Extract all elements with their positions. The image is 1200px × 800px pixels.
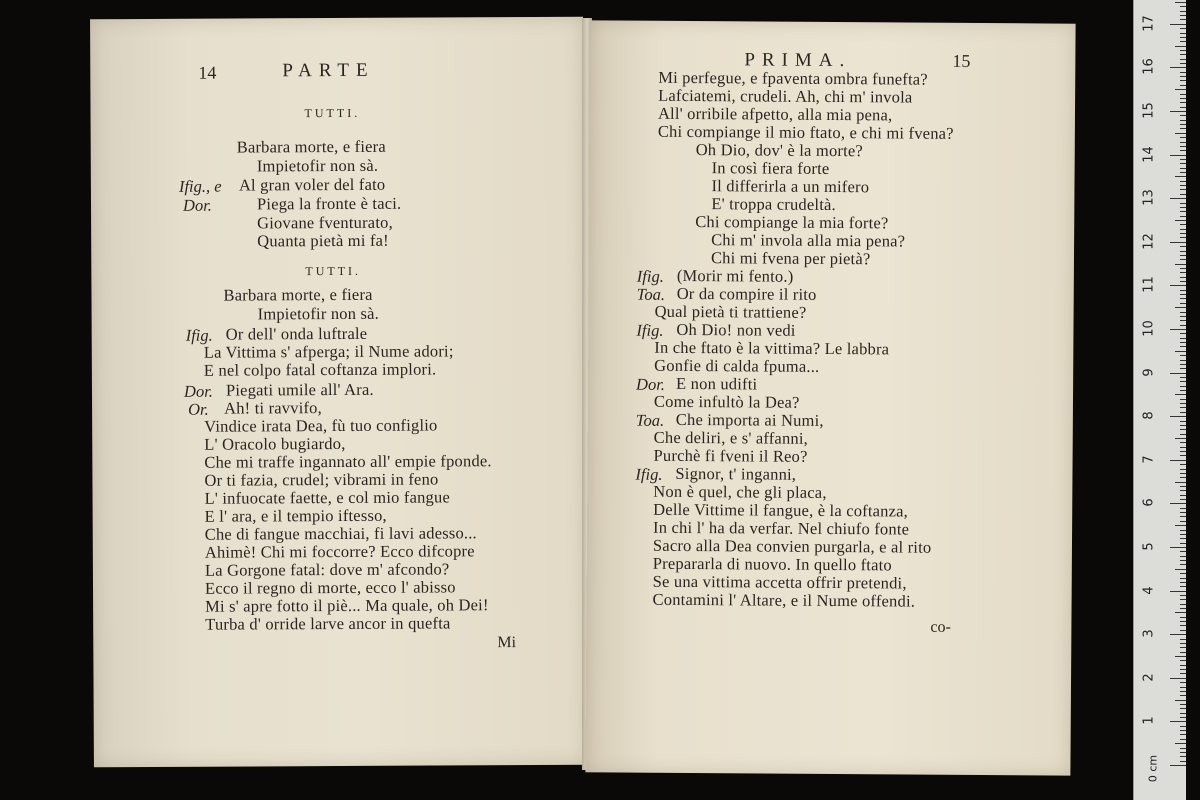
ruler-tick — [1180, 107, 1186, 108]
ruler-number: 9 — [1141, 367, 1157, 377]
ruler-tick — [1180, 120, 1186, 121]
ruler-tick — [1180, 734, 1186, 735]
speaker-label: Toa. — [636, 284, 666, 304]
ruler-tick — [1180, 50, 1186, 51]
ruler-tick — [1170, 503, 1186, 504]
ruler-tick — [1180, 172, 1186, 173]
ruler-tick — [1180, 687, 1186, 688]
verse-line: Or dell' onda luftrale — [225, 323, 368, 344]
verse-line: E nel colpo fatal coftanza implori. — [203, 359, 437, 380]
verse-line: Il differirla a un mifero — [711, 176, 870, 197]
verse-line: Oh Dio, dov' è la morte? — [695, 140, 864, 161]
verse-line: Chi mi fvena per pietà? — [710, 248, 871, 269]
speaker-label: Toa. — [635, 410, 665, 430]
ruler-tick — [1170, 460, 1186, 461]
ruler-tick — [1180, 207, 1186, 208]
verse-line: L' infuocate faette, e col mio fangue — [204, 487, 450, 508]
ruler-tick — [1175, 351, 1186, 352]
ruler-tick — [1180, 407, 1186, 408]
ruler-tick — [1180, 76, 1186, 77]
verse-line: Che di fangue macchiai, fi lavi adesso... — [204, 523, 477, 544]
ruler-tick — [1180, 429, 1186, 430]
ruler-number: 15 — [1141, 102, 1157, 119]
ruler-tick — [1180, 495, 1186, 496]
verse-line: E' troppa crudeltà. — [711, 194, 836, 215]
verse-line: Piega la fronte è taci. — [256, 193, 402, 214]
ruler-tick — [1180, 421, 1186, 422]
ruler-tick — [1180, 578, 1186, 579]
catchword-right: co- — [930, 618, 951, 636]
speaker-label: Ifig. — [635, 464, 663, 484]
ruler-tick — [1180, 560, 1186, 561]
verse-line: Non è quel, che gli placa, — [653, 481, 827, 502]
ruler-tick — [1180, 434, 1186, 435]
ruler-tick — [1180, 277, 1186, 278]
ruler-tick — [1180, 630, 1186, 631]
ruler-tick — [1180, 59, 1186, 60]
ruler-tick — [1175, 2, 1186, 3]
ruler-tick — [1180, 189, 1186, 190]
ruler-tick — [1180, 98, 1186, 99]
ruler-tick — [1170, 242, 1186, 243]
ruler-tick — [1180, 320, 1186, 321]
ruler-tick — [1180, 586, 1186, 587]
ruler-tick — [1180, 233, 1186, 234]
verse-line: Mi s' apre fotto il piè... Ma quale, oh Dei! — [205, 595, 489, 616]
ruler-tick — [1180, 682, 1186, 683]
ruler-tick — [1180, 37, 1186, 38]
ruler-number: 16 — [1141, 58, 1157, 76]
ruler-tick — [1175, 656, 1186, 657]
verse-line: E non udifti — [676, 373, 758, 394]
ruler-tick — [1180, 19, 1186, 20]
verse-line: Come infultò la Dea? — [653, 391, 800, 412]
ruler-tick — [1180, 325, 1186, 326]
ruler-number: 7 — [1141, 455, 1157, 464]
ruler-tick — [1180, 604, 1186, 605]
speaker-label: Ifig. — [185, 325, 213, 345]
ruler-number: 11 — [1141, 276, 1157, 294]
ruler-number: 8 — [1141, 411, 1157, 420]
ruler-tick — [1180, 621, 1186, 622]
ruler-tick — [1180, 224, 1186, 225]
verse-line: Purchè fi fveni il Reo? — [653, 445, 808, 466]
verse-line: Al gran voler del fato — [238, 174, 386, 195]
ruler-tick — [1180, 390, 1186, 391]
page-number-right: 15 — [952, 50, 971, 71]
ruler-tick — [1180, 425, 1186, 426]
verse-line: Mi perfegue, e fpaventa ombra funefta? — [658, 67, 928, 89]
ruler-tick — [1180, 442, 1186, 443]
ruler-tick — [1170, 547, 1186, 548]
ruler-tick — [1180, 551, 1186, 552]
speaker-label: Ifig., e — [178, 176, 222, 196]
ruler-tick — [1180, 115, 1186, 116]
ruler-tick — [1180, 582, 1186, 583]
ruler-tick — [1180, 573, 1186, 574]
ruler-tick — [1180, 399, 1186, 400]
ruler-tick — [1180, 163, 1186, 164]
ruler-tick — [1180, 386, 1186, 387]
ruler-tick — [1170, 67, 1186, 68]
ruler-tick — [1180, 211, 1186, 212]
ruler-tick — [1180, 333, 1186, 334]
ruler-tick — [1180, 543, 1186, 544]
verse-line: In così fiera forte — [711, 158, 830, 178]
ruler-tick — [1180, 599, 1186, 600]
ruler-tick — [1180, 316, 1186, 317]
ruler-tick — [1180, 660, 1186, 661]
ruler-tick — [1170, 329, 1186, 330]
ruler-tick — [1180, 216, 1186, 217]
ruler-number: 1 — [1141, 716, 1157, 726]
ruler-tick — [1175, 264, 1186, 265]
verse-line: Che deliri, e s' affanni, — [653, 427, 809, 448]
ruler-number: 5 — [1141, 542, 1157, 551]
ruler-tick — [1180, 477, 1186, 478]
verse-line: Signor, t' inganni, — [675, 463, 797, 484]
ruler-tick — [1180, 556, 1186, 557]
ruler-tick — [1180, 669, 1186, 670]
verse-line: La Vittima s' afperga; il Nume adori; — [203, 341, 454, 362]
speaker-label: Or. — [188, 399, 209, 419]
ruler-tick — [1180, 294, 1186, 295]
ruler-tick — [1180, 608, 1186, 609]
ruler-tick — [1180, 455, 1186, 456]
ruler-number: 12 — [1141, 233, 1157, 250]
ruler-tick — [1180, 521, 1186, 522]
ruler-tick — [1180, 412, 1186, 413]
ruler-tick — [1175, 569, 1186, 570]
ruler-tick — [1170, 24, 1186, 25]
running-head-right: PRIMA. — [744, 49, 852, 72]
ruler-tick — [1180, 229, 1186, 230]
ruler-tick — [1180, 381, 1186, 382]
ruler-tick — [1170, 111, 1186, 112]
ruler-tick — [1170, 155, 1186, 156]
ruler-tick — [1180, 54, 1186, 55]
ruler-tick — [1180, 595, 1186, 596]
ruler-tick — [1180, 652, 1186, 653]
speaker-label: Ifig. — [636, 266, 664, 286]
ruler-tick — [1180, 63, 1186, 64]
ruler-tick — [1180, 28, 1186, 29]
ruler-tick — [1175, 46, 1186, 47]
verse-line: Giovane fventurato, — [257, 212, 393, 233]
ruler-tick — [1170, 285, 1186, 286]
speaker-label: Dor. — [183, 381, 213, 401]
ruler-tick — [1180, 665, 1186, 666]
verse-line: Gonfie di calda fpuma... — [654, 355, 820, 376]
verse-line: Se una vittima accetta offrir pretendi, — [652, 571, 907, 593]
ruler-tick — [1180, 564, 1186, 565]
ruler-tick — [1180, 146, 1186, 147]
verse-line: Chi compiange il mio ftato, e chi mi fvena? — [657, 121, 954, 143]
ruler-number: 13 — [1141, 189, 1157, 206]
verse-line: Contamini l' Altare, e il Nume offendi. — [652, 589, 916, 611]
ruler-tick — [1180, 281, 1186, 282]
ruler-tick — [1180, 499, 1186, 500]
verse-line: Vindice irata Dea, fù tuo configlio — [204, 415, 438, 436]
ruler-tick — [1180, 338, 1186, 339]
ruler-tick — [1180, 726, 1186, 727]
ruler-tick — [1175, 525, 1186, 526]
ruler-tick — [1180, 713, 1186, 714]
verse-line: Sacro alla Dea convien purgarla, e al rito — [652, 535, 932, 557]
ruler-tick — [1180, 142, 1186, 143]
ruler-tick — [1180, 251, 1186, 252]
verse-line: Chi compiange la mia forte? — [695, 212, 889, 233]
ruler-tick — [1180, 72, 1186, 73]
ruler-tick — [1180, 237, 1186, 238]
ruler-tick — [1180, 272, 1186, 273]
ruler-tick — [1180, 33, 1186, 34]
verse-line: Oh Dio! non vedi — [676, 319, 796, 340]
ruler-tick — [1175, 743, 1186, 744]
ruler-tick — [1180, 761, 1186, 762]
ruler-tick — [1180, 41, 1186, 42]
ruler-tick — [1180, 704, 1186, 705]
ruler-tick — [1180, 752, 1186, 753]
ruler-tick — [1180, 185, 1186, 186]
ruler-number: 6 — [1141, 498, 1157, 508]
ruler-tick — [1180, 516, 1186, 517]
ruler-tick — [1180, 730, 1186, 731]
ruler-tick — [1180, 756, 1186, 757]
ruler-tick — [1180, 102, 1186, 103]
ruler-tick — [1170, 416, 1186, 417]
ruler-tick — [1180, 673, 1186, 674]
ruler-number: 17 — [1141, 15, 1157, 32]
ruler-tick — [1180, 486, 1186, 487]
ruler-tick — [1180, 647, 1186, 648]
ruler-tick — [1170, 678, 1186, 679]
verse-line: Chi m' invola alla mia pena? — [711, 230, 906, 251]
ruler-tick — [1175, 220, 1186, 221]
ruler-tick — [1175, 89, 1186, 90]
verse-line: In che ftato è la vittima? Le labbra — [654, 337, 890, 359]
ruler-tick — [1180, 159, 1186, 160]
ruler-tick — [1170, 721, 1186, 722]
ruler-tick — [1180, 469, 1186, 470]
ruler-tick — [1180, 268, 1186, 269]
ruler-tick — [1180, 717, 1186, 718]
ruler-tick — [1180, 473, 1186, 474]
speaker-label: Dor. — [182, 195, 212, 215]
ruler-number: 10 — [1141, 320, 1157, 337]
ruler-tick — [1180, 708, 1186, 709]
ruler-tick — [1180, 6, 1186, 7]
ruler-tick — [1180, 534, 1186, 535]
ruler-tick — [1175, 700, 1186, 701]
ruler-tick — [1180, 538, 1186, 539]
ruler-tick — [1170, 634, 1186, 635]
ruler-tick — [1180, 508, 1186, 509]
verse-line: Lafciatemi, crudeli. Ah, chi m' invola — [658, 85, 913, 107]
verse-line: Impietofir non sà. — [257, 303, 380, 324]
verse-line: Piegati umile all' Ara. — [225, 379, 374, 400]
verse-line: Che importa ai Numi, — [675, 409, 824, 430]
verse-line: Ecco il regno di morte, ecco l' abisso — [204, 577, 456, 598]
ruler-tick — [1180, 739, 1186, 740]
verse-line: Delle Vittime il fangue, è la coftanza, — [653, 499, 909, 521]
ruler-tick — [1180, 512, 1186, 513]
ruler-tick — [1180, 259, 1186, 260]
ruler-tick — [1180, 617, 1186, 618]
verse-line: Barbara morte, e fiera — [236, 136, 386, 157]
ruler-tick — [1175, 438, 1186, 439]
verse-line: L' Oracolo bugiardo, — [204, 433, 346, 454]
ruler-tick — [1180, 15, 1186, 16]
verse-line: Or da compire il rito — [676, 283, 817, 304]
ruler-tick — [1180, 85, 1186, 86]
verse-line: Quanta pietà mi fa! — [257, 230, 389, 251]
ruler-tick — [1180, 490, 1186, 491]
tutti-heading-2: TUTTI. — [305, 263, 362, 279]
ruler-number: 4 — [1141, 585, 1157, 595]
right-page — [585, 20, 1075, 775]
ruler-tick — [1180, 377, 1186, 378]
ruler-tick — [1180, 342, 1186, 343]
verse-line: Ahimè! Chi mi foccorre? Ecco difcopre — [204, 541, 475, 562]
ruler-tick — [1180, 346, 1186, 347]
ruler-tick — [1180, 447, 1186, 448]
verse-line: Barbara morte, e fiera — [223, 284, 373, 305]
ruler-tick — [1180, 748, 1186, 749]
ruler-tick — [1175, 482, 1186, 483]
ruler-tick — [1170, 198, 1186, 199]
verse-line: In chi l' ha da verfar. Nel chiufo fonte — [653, 517, 910, 539]
speaker-label: Ifig. — [636, 320, 664, 340]
ruler-tick — [1180, 203, 1186, 204]
ruler-tick — [1170, 591, 1186, 592]
ruler-tick — [1180, 643, 1186, 644]
ruler-tick — [1180, 691, 1186, 692]
ruler-unit-label: 0 cm — [1146, 754, 1160, 783]
ruler-tick — [1180, 246, 1186, 247]
ruler-tick — [1180, 168, 1186, 169]
ruler-tick — [1180, 368, 1186, 369]
tutti-heading-1: TUTTI. — [304, 105, 361, 121]
verse-line: E l' ara, e il tempio iftesso, — [204, 505, 387, 526]
ruler-number: 3 — [1141, 629, 1157, 638]
ruler-tick — [1180, 181, 1186, 182]
verse-line: Impietofir non sà. — [256, 155, 379, 176]
ruler-tick — [1175, 307, 1186, 308]
ruler-tick — [1180, 451, 1186, 452]
verse-line: Che mi traffe ingannato all' empie fponde. — [204, 451, 492, 472]
ruler-tick — [1180, 255, 1186, 256]
verse-line: Ah! ti ravvifo, — [224, 398, 322, 418]
ruler-number: 14 — [1141, 145, 1157, 163]
ruler-tick — [1180, 303, 1186, 304]
verse-line: Or ti fazia, crudel; vibrami in feno — [204, 469, 439, 490]
ruler-tick — [1180, 464, 1186, 465]
ruler-number: 2 — [1141, 673, 1157, 682]
ruler-tick — [1180, 355, 1186, 356]
ruler-tick — [1180, 530, 1186, 531]
ruler-tick — [1170, 765, 1186, 766]
ruler-tick — [1180, 124, 1186, 125]
ruler-tick — [1180, 194, 1186, 195]
verse-line: Turba d' orride larve ancor in quefta — [205, 613, 451, 634]
verse-line: All' orribile afpetto, alla mia pena, — [657, 103, 893, 125]
ruler-tick — [1180, 360, 1186, 361]
verse-line: (Morir mi fento.) — [676, 265, 794, 286]
ruler-tick — [1180, 80, 1186, 81]
ruler-tick — [1180, 290, 1186, 291]
page-number-left: 14 — [198, 62, 217, 83]
ruler-tick — [1180, 312, 1186, 313]
ruler-tick — [1175, 612, 1186, 613]
ruler-tick — [1180, 150, 1186, 151]
ruler-tick — [1180, 695, 1186, 696]
verse-line: La Gorgone fatal: dove m' afcondo? — [204, 559, 450, 580]
ruler-tick — [1180, 128, 1186, 129]
ruler-tick — [1180, 364, 1186, 365]
catchword-left: Mi — [497, 634, 517, 652]
ruler-tick — [1170, 373, 1186, 374]
measuring-ruler — [1133, 0, 1186, 800]
speaker-label: Dor. — [636, 374, 666, 394]
ruler-tick — [1180, 11, 1186, 12]
ruler-tick — [1180, 94, 1186, 95]
ruler-tick — [1180, 137, 1186, 138]
verse-line: Prepararla di nuovo. In quello ftato — [652, 553, 892, 575]
ruler-tick — [1180, 639, 1186, 640]
left-page — [90, 17, 587, 768]
verse-line: Qual pietà ti trattiene? — [654, 301, 807, 322]
ruler-tick — [1180, 403, 1186, 404]
ruler-tick — [1175, 394, 1186, 395]
ruler-tick — [1175, 133, 1186, 134]
ruler-tick — [1180, 298, 1186, 299]
ruler-tick — [1180, 625, 1186, 626]
running-head-left: PARTE — [282, 59, 375, 82]
ruler-tick — [1175, 176, 1186, 177]
